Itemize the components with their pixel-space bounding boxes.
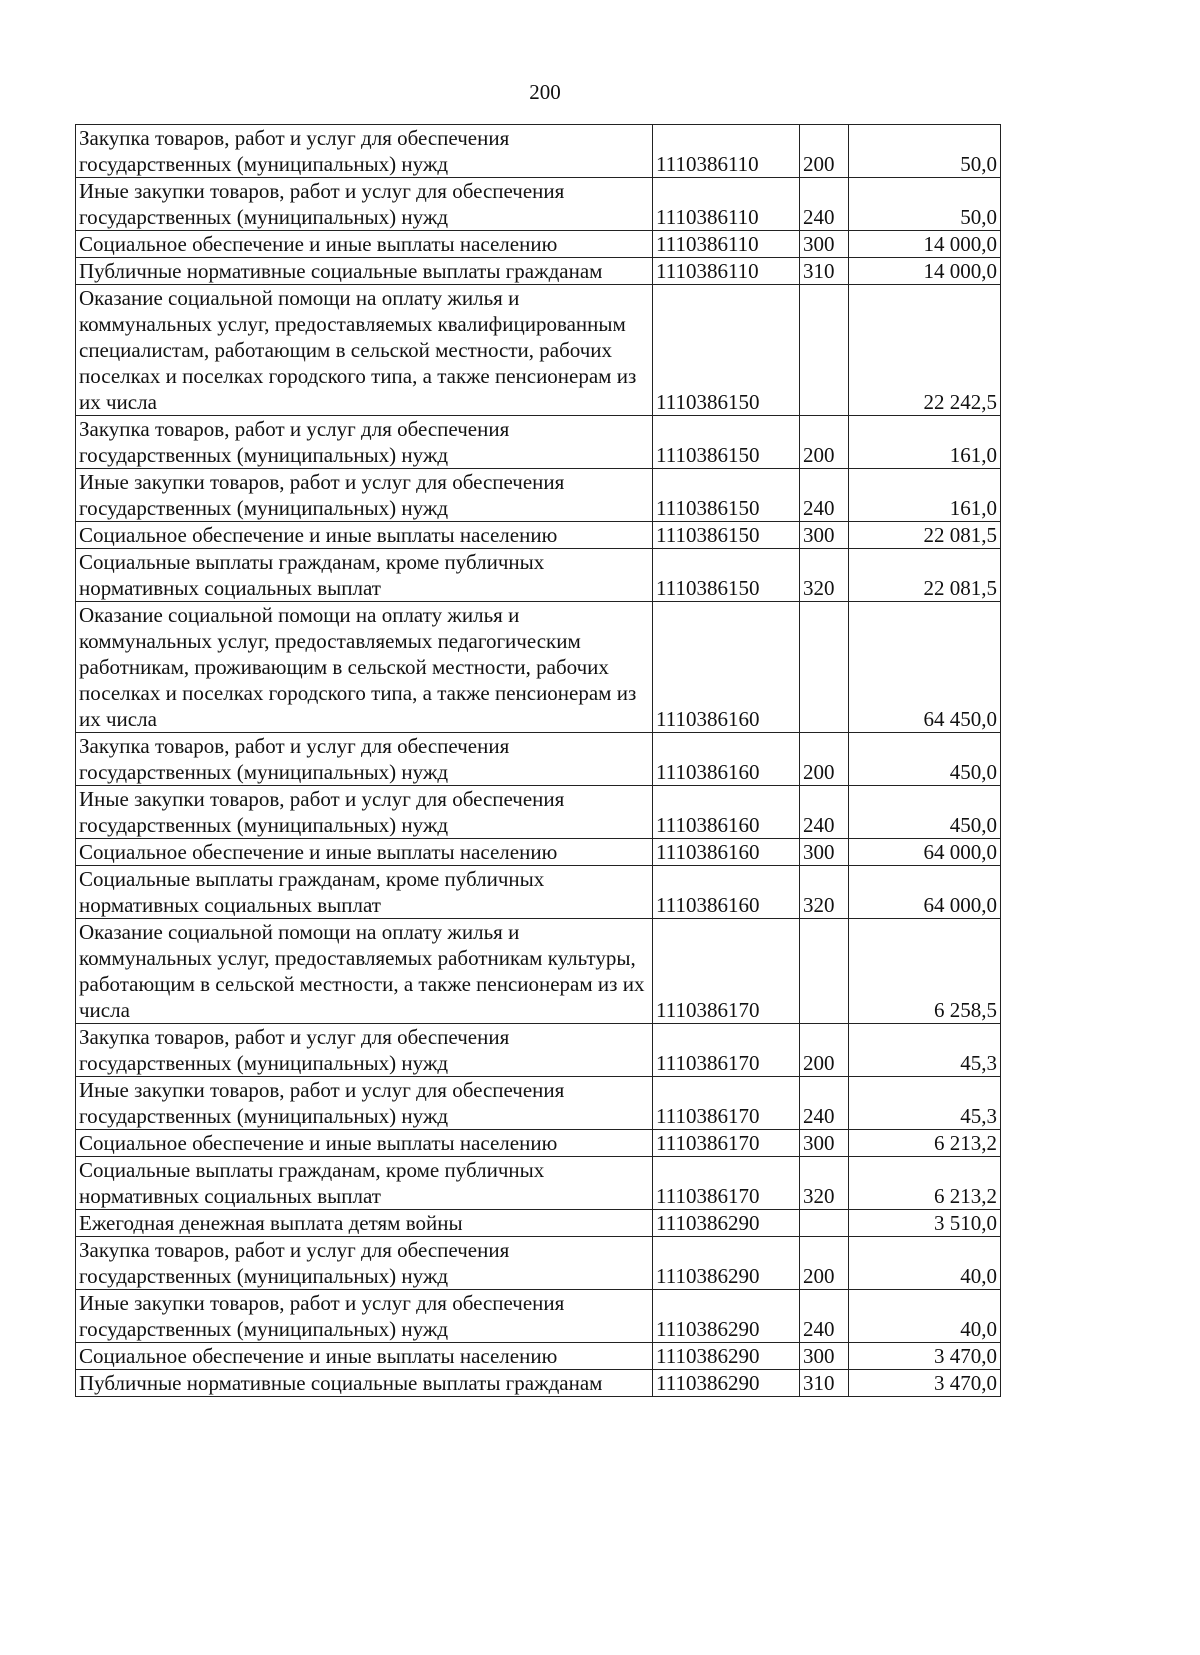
row-description: Оказание социальной помощи на оплату жилья и коммунальных услуг, предоставляемых педагогическим работникам, проживающим в сельской местности, рабочих поселках и поселках городского типа, а также пенсионерам из их числа [76,602,653,733]
row-expense-type: 300 [800,1343,849,1370]
table-row [76,285,1001,416]
row-description: Социальное обеспечение и иные выплаты населению [76,1130,653,1157]
row-target-code: 1110386150 [653,522,800,549]
table-row [76,1290,1001,1343]
row-expense-type: 240 [800,1077,849,1130]
row-target-code: 1110386170 [653,1077,800,1130]
row-amount: 161,0 [849,416,1001,469]
row-description: Оказание социальной помощи на оплату жилья и коммунальных услуг, предоставляемых работникам культуры, работающим в сельской местности, а также пенсионерам из их числа [76,919,653,1024]
row-expense-type [800,602,849,733]
budget-table-body [76,125,1001,1397]
table-row [76,1370,1001,1397]
table-row [76,786,1001,839]
row-expense-type: 300 [800,839,849,866]
row-description: Закупка товаров, работ и услуг для обеспечения государственных (муниципальных) нужд [76,1024,653,1077]
table-row [76,1024,1001,1077]
row-amount: 3 470,0 [849,1370,1001,1397]
row-amount: 22 081,5 [849,549,1001,602]
row-target-code: 1110386160 [653,602,800,733]
row-amount: 450,0 [849,733,1001,786]
row-description: Публичные нормативные социальные выплаты гражданам [76,258,653,285]
row-description: Социальные выплаты гражданам, кроме публичных нормативных социальных выплат [76,1157,653,1210]
row-target-code: 1110386170 [653,919,800,1024]
row-target-code: 1110386110 [653,125,800,178]
row-expense-type: 320 [800,1157,849,1210]
row-target-code: 1110386290 [653,1210,800,1237]
row-expense-type: 310 [800,1370,849,1397]
row-target-code: 1110386290 [653,1343,800,1370]
row-expense-type: 200 [800,1024,849,1077]
row-description: Иные закупки товаров, работ и услуг для обеспечения государственных (муниципальных) нужд [76,1290,653,1343]
row-expense-type: 200 [800,416,849,469]
table-row [76,1077,1001,1130]
row-amount: 161,0 [849,469,1001,522]
row-description: Иные закупки товаров, работ и услуг для обеспечения государственных (муниципальных) нужд [76,1077,653,1130]
row-description: Закупка товаров, работ и услуг для обеспечения государственных (муниципальных) нужд [76,1237,653,1290]
table-row [76,549,1001,602]
row-target-code: 1110386150 [653,416,800,469]
row-amount: 14 000,0 [849,231,1001,258]
row-expense-type: 240 [800,469,849,522]
row-description: Социальное обеспечение и иные выплаты населению [76,839,653,866]
table-row [76,1130,1001,1157]
row-amount: 6 213,2 [849,1157,1001,1210]
row-amount: 14 000,0 [849,258,1001,285]
table-row [76,602,1001,733]
row-target-code: 1110386170 [653,1157,800,1210]
row-amount: 64 000,0 [849,866,1001,919]
row-expense-type: 300 [800,231,849,258]
row-expense-type: 320 [800,866,849,919]
row-target-code: 1110386110 [653,178,800,231]
row-amount: 40,0 [849,1237,1001,1290]
row-amount: 40,0 [849,1290,1001,1343]
table-row [76,1343,1001,1370]
table-row [76,231,1001,258]
table-row [76,1237,1001,1290]
row-amount: 45,3 [849,1024,1001,1077]
row-amount: 3 470,0 [849,1343,1001,1370]
row-target-code: 1110386160 [653,839,800,866]
row-description: Иные закупки товаров, работ и услуг для обеспечения государственных (муниципальных) нужд [76,469,653,522]
row-amount: 3 510,0 [849,1210,1001,1237]
row-expense-type: 320 [800,549,849,602]
budget-table [75,124,1001,1397]
row-amount: 50,0 [849,125,1001,178]
row-amount: 45,3 [849,1077,1001,1130]
row-description: Закупка товаров, работ и услуг для обеспечения государственных (муниципальных) нужд [76,416,653,469]
row-target-code: 1110386110 [653,258,800,285]
row-expense-type [800,919,849,1024]
row-target-code: 1110386290 [653,1237,800,1290]
row-description: Закупка товаров, работ и услуг для обеспечения государственных (муниципальных) нужд [76,125,653,178]
row-expense-type: 240 [800,178,849,231]
row-description: Социальное обеспечение и иные выплаты населению [76,522,653,549]
table-row [76,178,1001,231]
row-description: Публичные нормативные социальные выплаты гражданам [76,1370,653,1397]
row-target-code: 1110386150 [653,549,800,602]
table-row [76,733,1001,786]
row-description: Социальные выплаты гражданам, кроме публичных нормативных социальных выплат [76,549,653,602]
row-expense-type: 240 [800,1290,849,1343]
row-expense-type [800,1210,849,1237]
row-target-code: 1110386290 [653,1290,800,1343]
row-expense-type: 240 [800,786,849,839]
row-amount: 50,0 [849,178,1001,231]
table-row [76,1210,1001,1237]
row-amount: 64 000,0 [849,839,1001,866]
row-amount: 22 081,5 [849,522,1001,549]
row-description: Оказание социальной помощи на оплату жилья и коммунальных услуг, предоставляемых квалифицированным специалистам, работающим в сельской местности, рабочих поселках и поселках городского типа, а также пенсионерам из их числа [76,285,653,416]
row-amount: 450,0 [849,786,1001,839]
row-amount: 6 258,5 [849,919,1001,1024]
page-number: 200 [529,80,561,104]
row-amount: 64 450,0 [849,602,1001,733]
row-target-code: 1110386160 [653,733,800,786]
table-row [76,416,1001,469]
row-target-code: 1110386150 [653,285,800,416]
row-amount: 22 242,5 [849,285,1001,416]
row-expense-type: 200 [800,125,849,178]
row-target-code: 1110386170 [653,1024,800,1077]
table-row [76,839,1001,866]
table-row [76,258,1001,285]
row-target-code: 1110386170 [653,1130,800,1157]
row-description: Социальное обеспечение и иные выплаты населению [76,1343,653,1370]
row-expense-type [800,285,849,416]
table-row [76,469,1001,522]
table-row [76,1157,1001,1210]
row-expense-type: 200 [800,1237,849,1290]
table-row [76,522,1001,549]
row-expense-type: 200 [800,733,849,786]
row-target-code: 1110386290 [653,1370,800,1397]
row-description: Ежегодная денежная выплата детям войны [76,1210,653,1237]
row-description: Социальное обеспечение и иные выплаты населению [76,231,653,258]
row-target-code: 1110386110 [653,231,800,258]
row-expense-type: 300 [800,1130,849,1157]
row-expense-type: 310 [800,258,849,285]
row-description: Социальные выплаты гражданам, кроме публичных нормативных социальных выплат [76,866,653,919]
row-description: Иные закупки товаров, работ и услуг для обеспечения государственных (муниципальных) нужд [76,786,653,839]
row-amount: 6 213,2 [849,1130,1001,1157]
table-row [76,866,1001,919]
row-target-code: 1110386150 [653,469,800,522]
table-row [76,125,1001,178]
row-description: Иные закупки товаров, работ и услуг для обеспечения государственных (муниципальных) нужд [76,178,653,231]
row-expense-type: 300 [800,522,849,549]
row-target-code: 1110386160 [653,866,800,919]
table-row [76,919,1001,1024]
row-description: Закупка товаров, работ и услуг для обеспечения государственных (муниципальных) нужд [76,733,653,786]
row-target-code: 1110386160 [653,786,800,839]
